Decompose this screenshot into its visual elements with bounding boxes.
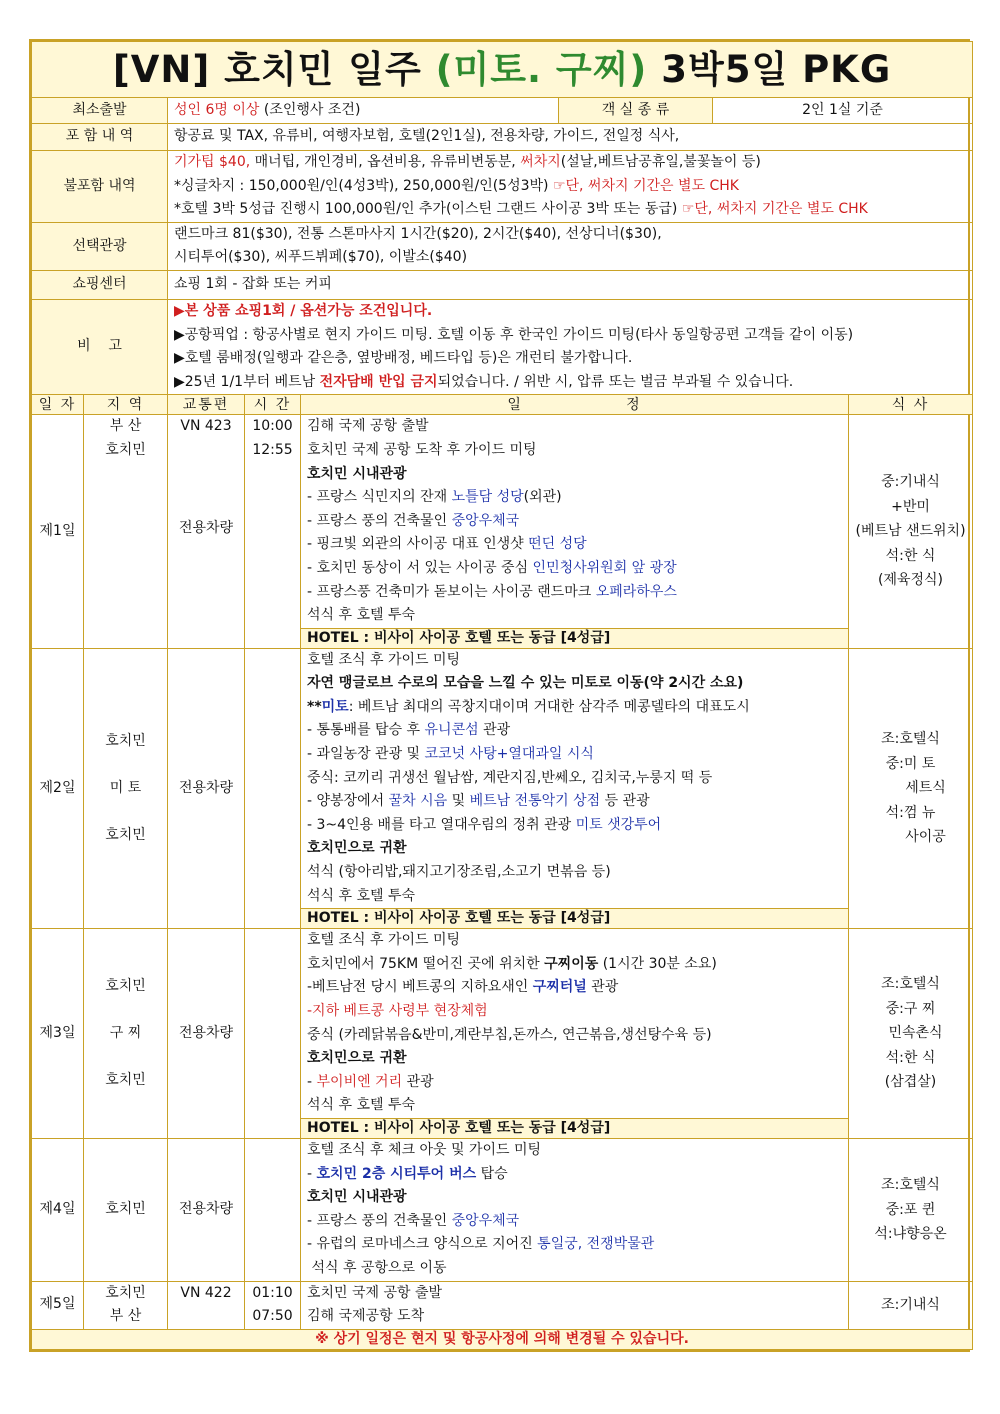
day-schedule: 호텔 조식 후 가이드 미팅 자연 맹글로브 수로의 모습을 느낄 수 있는 미토로 이동(약 2시간 소요) **미토: 베트남 최대의 곡창지대이며 거대한 삼각주 메콩델타의 대표도시 - 통통배를 탑승 후 유니콘섬 관광 - 과일농장 관광 및 코코넛 사탕+열대과일 시식 중식: 코끼리 귀생선 월남쌈, 계란지짐,반쎄오, 김치국,누룽지 떡 등 - 양봉장에서 꿀차 시음 및 베트남 전통악기 상점 등 관광 - 3~4인용 배를 타고 열대우림의 정취 관광 미토 샛강투어 호치민으로 귀환 석식 (항아리밥,돼지고기장조림,소고기 면볶음 등) 석식 후 호텔 투숙 HOTEL : 비사이 사이공 호텔 또는 동급 [4성급] (301, 648, 849, 929)
day-row-4 (32, 1138, 973, 1281)
remarks-value: ▶본 상품 쇼핑1회 / 옵션가능 조건입니다. ▶공항픽업 : 항공사별로 현지 가이드 미팅. 호텔 이동 후 한국인 가이드 미팅(타사 동일항공편 고객들 같이 이동) ▶호텔 룸배정(일행과 같은층, 옆방배정, 베드타입 등)은 개런티 불가합니다. ▶25년 1/1부터 베트남 전자담배 반입 금지되었습니다. / 위반 시, 압류 또는 벌금 부과될 수 있습니다. (168, 299, 973, 394)
hotel-info: HOTEL : 비사이 사이공 호텔 또는 동급 [4성급] (301, 628, 848, 648)
day-transport: 전용차량 (168, 648, 245, 929)
day-meal: 중:기내식 +반미 (베트남 샌드위치) 석:한 식 (제육정식) (849, 415, 973, 648)
day-label: 제2일 (32, 648, 84, 929)
day-row-2 (32, 648, 973, 929)
day-row-5 (32, 1281, 973, 1329)
day-row-1 (32, 415, 973, 648)
header-time: 시 간 (245, 395, 301, 415)
day-transport: VN 423 전용차량 (168, 415, 245, 648)
day-meal: 조:호텔식 중:구 찌 민속촌식 석:한 식 (삼겹살) (849, 929, 973, 1139)
room-type-value: 2인 1실 기준 (713, 98, 973, 124)
itinerary-table (31, 41, 973, 1350)
day-region: 부 산 호치민 (84, 415, 168, 648)
footer-notice: ※ 상기 일정은 현지 및 항공사정에 의해 변경될 수 있습니다. (32, 1329, 973, 1349)
include-label: 포 함 내 역 (32, 124, 168, 151)
exclude-label: 불포함 내역 (32, 151, 168, 223)
remarks-label: 비 고 (32, 299, 168, 394)
day-time: 10:00 12:55 (245, 415, 301, 648)
page-title: [VN] 호치민 일주 (미토. 구찌) 3박5일 PKG (32, 42, 973, 98)
header-day: 일 자 (32, 395, 84, 415)
exclude-value: 기가팁 $40, 매너팁, 개인경비, 옵션비용, 유류비변동분, 써차지(설날,베트남공휴일,불꽃놀이 등) *싱글차지 : 150,000원/인(4성3박), 250,000원/인(5성3박) ☞단, 써차지 기간은 별도 CHK *호텔 3박 5성급 진행시 100,000원/인 추가(이스틴 그랜드 사이공 3박 또는 동급) ☞단, 써차지 기간은 별도 CHK (168, 151, 973, 223)
day-label: 제1일 (32, 415, 84, 648)
hotel-info: HOTEL : 비사이 사이공 호텔 또는 동급 [4성급] (301, 908, 848, 928)
day-meal: 조:호텔식 중:포 퀸 석:냐향응온 (849, 1138, 973, 1281)
day-time: 01:10 07:50 (245, 1281, 301, 1329)
day-time (245, 648, 301, 929)
header-region: 지 역 (84, 395, 168, 415)
shopping-value: 쇼핑 1회 - 잡화 또는 커피 (168, 270, 973, 299)
day-transport: VN 422 (168, 1281, 245, 1329)
day-schedule: 김해 국제 공항 출발 호치민 국제 공항 도착 후 가이드 미팅 호치민 시내관광 - 프랑스 식민지의 잔재 노틀담 성당(외관) - 프랑스 풍의 건축물인 중앙우체국 - 핑크빛 외관의 사이공 대표 인생샷 떤딘 성당 - 호치민 동상이 서 있는 사이공 중심 인민청사위원회 앞 광장 - 프랑스풍 건축미가 돋보이는 사이공 랜드마크 오페라하우스 석식 후 호텔 투숙 HOTEL : 비사이 사이공 호텔 또는 동급 [4성급] (301, 415, 849, 648)
day-time (245, 929, 301, 1139)
day-schedule: 호치민 국제 공항 출발 김해 국제공항 도착 (301, 1281, 849, 1329)
option-tour-label: 선택관광 (32, 222, 168, 270)
day-transport: 전용차량 (168, 929, 245, 1139)
day-label: 제4일 (32, 1138, 84, 1281)
day-schedule: 호텔 조식 후 가이드 미팅 호치민에서 75KM 떨어진 곳에 위치한 구찌이동 (1시간 30분 소요) -베트남전 당시 베트콩의 지하요새인 구찌터널 관광 -지하 베트콩 사령부 현장체험 중식 (카레닭볶음&반미,계란부침,돈까스, 연근볶음,생선탕수육 등) 호치민으로 귀환 - 부이비엔 거리 관광 석식 후 호텔 투숙 HOTEL : 비사이 사이공 호텔 또는 동급 [4성급] (301, 929, 849, 1139)
header-schedule: 일 정 (301, 395, 849, 415)
day-region: 호치민 (84, 1138, 168, 1281)
min-departure-value: 성인 6명 이상 (조인행사 조건) (168, 98, 559, 124)
room-type-label: 객 실 종 류 (559, 98, 713, 124)
include-value: 항공료 및 TAX, 유류비, 여행자보험, 호텔(2인1실), 전용차량, 가이드, 전일정 식사, (168, 124, 973, 151)
itinerary-sheet (29, 39, 970, 1352)
day-region: 호치민 부 산 (84, 1281, 168, 1329)
day-meal: 조:기내식 (849, 1281, 973, 1329)
day-row-3 (32, 929, 973, 1139)
shopping-label: 쇼핑센터 (32, 270, 168, 299)
day-schedule: 호텔 조식 후 체크 아웃 및 가이드 미팅 - 호치민 2층 시티투어 버스 탑승 호치민 시내관광 - 프랑스 풍의 건축물인 중앙우체국 - 유럽의 로마네스크 양식으로 지어진 통일궁, 전쟁박물관 석식 후 공항으로 이동 (301, 1138, 849, 1281)
min-departure-label: 최소출발 (32, 98, 168, 124)
day-time (245, 1138, 301, 1281)
day-label: 제3일 (32, 929, 84, 1139)
schedule-header (32, 395, 973, 415)
day-region: 호치민 구 찌 호치민 (84, 929, 168, 1139)
header-transport: 교통편 (168, 395, 245, 415)
option-tour-value: 랜드마크 81($30), 전통 스톤마사지 1시간($20), 2시간($40), 선상디너($30), 시티투어($30), 씨푸드뷔페($70), 이발소($40) (168, 222, 973, 270)
day-label: 제5일 (32, 1281, 84, 1329)
day-transport: 전용차량 (168, 1138, 245, 1281)
header-meal: 식 사 (849, 395, 973, 415)
day-region: 호치민 미 토 호치민 (84, 648, 168, 929)
hotel-info: HOTEL : 비사이 사이공 호텔 또는 동급 [4성급] (301, 1118, 848, 1138)
day-meal: 조:호텔식 중:미 토 세트식 석:껌 뉴 사이공 (849, 648, 973, 929)
